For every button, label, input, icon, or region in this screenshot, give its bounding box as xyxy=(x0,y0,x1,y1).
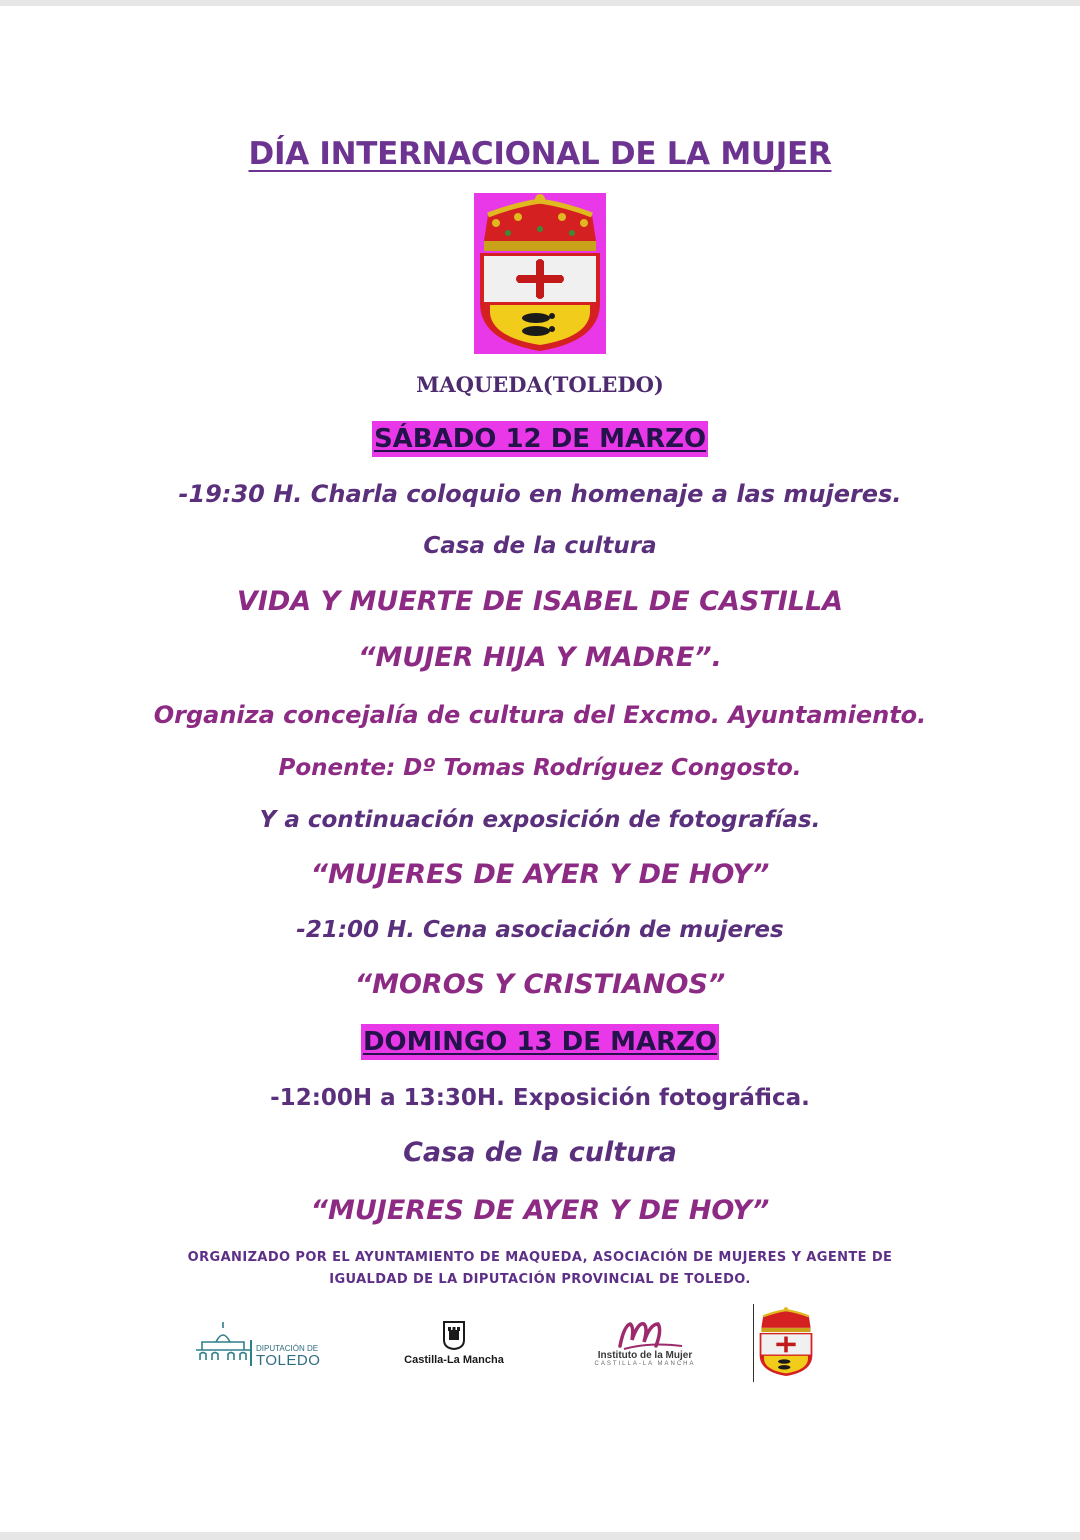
exhibition-title-saturday: “MUJERES DE AYER Y DE HOY” xyxy=(310,859,770,890)
footer-organizers-line2: IGUALDAD DE LA DIPUTACIÓN PROVINCIAL DE TOLEDO. xyxy=(329,1272,751,1287)
diputacion-toledo-logo xyxy=(192,1320,338,1370)
sunday-venue: Casa de la cultura xyxy=(403,1137,677,1168)
dinner-time: -21:00 H. Cena asociación de mujeres xyxy=(296,917,784,943)
palace-icon xyxy=(192,1320,254,1368)
sunday-date: DOMINGO 13 DE MARZO xyxy=(0,1024,1080,1060)
castle-shield-icon xyxy=(442,1320,466,1350)
coat-of-arms-icon xyxy=(474,193,606,354)
top-border xyxy=(0,0,1080,6)
m-monogram-icon xyxy=(614,1316,684,1350)
saturday-date: SÁBADO 12 DE MARZO xyxy=(0,421,1080,457)
talk-title-line1: VIDA Y MUERTE DE ISABEL DE CASTILLA xyxy=(236,586,844,617)
town-name: MAQUEDA(TOLEDO) xyxy=(416,372,664,397)
exhibition-title-sunday: “MUJERES DE AYER Y DE HOY” xyxy=(310,1195,770,1226)
instituto-sub-label: CASTILLA-LA MANCHA xyxy=(594,1361,696,1367)
diputacion-label: DIPUTACIÓN DE xyxy=(256,1344,319,1353)
talk-speaker: Ponente: Dº Tomas Rodríguez Congosto. xyxy=(278,755,802,781)
saturday-venue: Casa de la cultura xyxy=(423,533,657,559)
instituto-label: Instituto de la Mujer xyxy=(597,1350,693,1361)
saturday-talk-time: -19:30 H. Charla coloquio en homenaje a las mujeres. xyxy=(178,480,902,508)
footer-organizers-line1: ORGANIZADO POR EL AYUNTAMIENTO DE MAQUEDA, ASOCIACIÓN DE MUJERES Y AGENTE DE xyxy=(187,1250,893,1265)
maqueda-crest-small xyxy=(753,1304,816,1382)
sunday-exhibition-time: -12:00H a 13:30H. Exposición fotográfica. xyxy=(270,1085,810,1111)
castilla-la-mancha-logo xyxy=(398,1318,510,1370)
instituto-mujer-logo xyxy=(580,1316,710,1368)
exhibition-intro: Y a continuación exposición de fotografías. xyxy=(259,807,821,833)
coat-of-arms-icon xyxy=(757,1304,815,1380)
castilla-label: Castilla-La Mancha xyxy=(404,1354,504,1366)
dinner-title: “MOROS Y CRISTIANOS” xyxy=(354,969,726,1000)
diputacion-city: TOLEDO xyxy=(256,1352,321,1369)
talk-title-line2: “MUJER HIJA Y MADRE”. xyxy=(358,642,722,673)
bottom-border xyxy=(0,1532,1080,1540)
talk-organizer: Organiza concejalía de cultura del Excmo. Ayuntamiento. xyxy=(153,701,927,729)
page-title: DÍA INTERNACIONAL DE LA MUJER xyxy=(248,136,832,172)
